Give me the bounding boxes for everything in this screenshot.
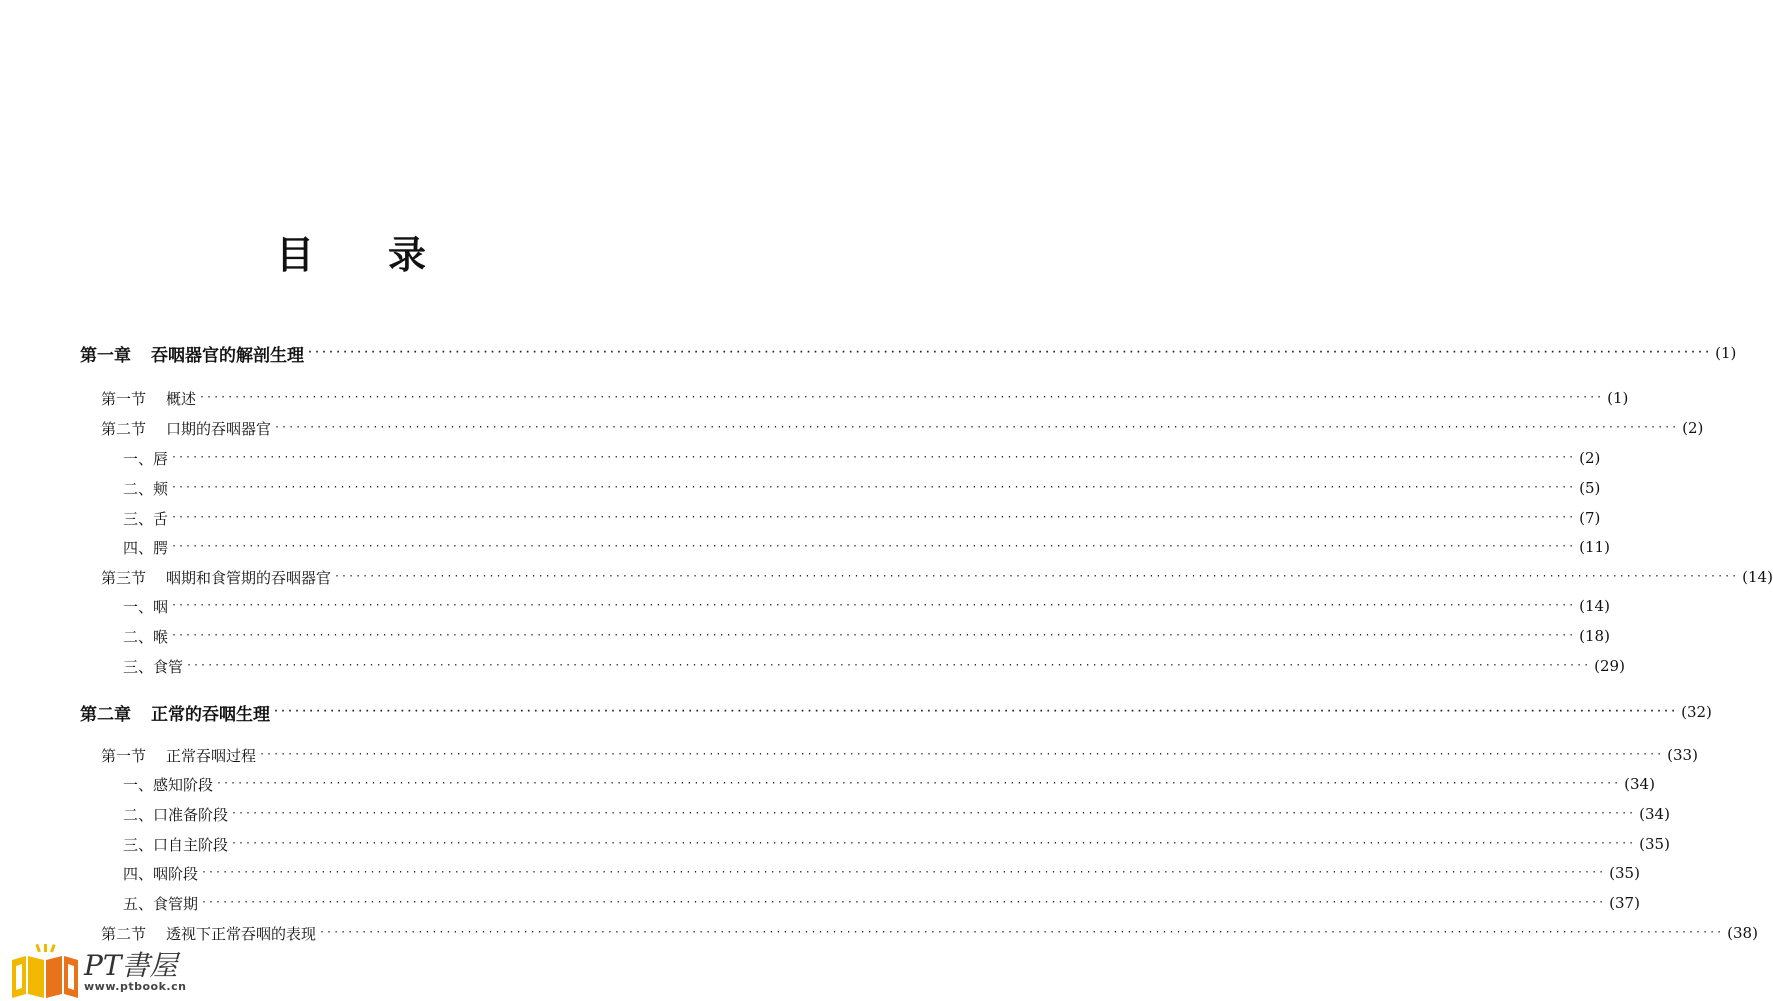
toc-leader-dots: ········································································································································································································	[231, 838, 1636, 849]
toc-section-row	[101, 416, 1704, 440]
toc-entry-title: 三、舌	[123, 509, 169, 528]
toc-leader-dots: ········································································································································································································	[171, 630, 1576, 641]
toc-leader-dots: ········································································································································································································	[171, 482, 1576, 493]
toc-entry-title: 透视下正常吞咽的表现	[166, 924, 317, 943]
toc-entry-label	[80, 341, 304, 366]
toc-chapter-row	[80, 700, 1712, 725]
toc-page-number: (38)	[1727, 924, 1758, 942]
toc-section-row	[101, 743, 1698, 767]
toc-entry-label	[101, 418, 271, 439]
toc-entry-label	[123, 774, 213, 795]
toc-page-number: (35)	[1639, 835, 1670, 853]
toc-entry-title: 吞咽器官的解剖生理	[151, 345, 304, 366]
toc-leader-dots: ········································································································································································································	[319, 927, 1724, 938]
toc-entry-title: 五、食管期	[123, 894, 199, 913]
toc-entry-label	[123, 804, 228, 825]
toc-leader-dots: ········································································································································································································	[171, 600, 1576, 611]
title-char-2: 录	[388, 232, 427, 277]
toc-entry-label	[123, 537, 168, 558]
toc-entry-number: 第二节	[101, 924, 147, 943]
toc-entry-number: 第一节	[101, 746, 147, 765]
toc-entry-title: 口期的吞咽器官	[166, 419, 272, 438]
toc-entry-title: 三、口自主阶段	[123, 835, 229, 854]
toc-entry-title: 四、咽阶段	[123, 864, 199, 883]
toc-entry-label	[80, 700, 270, 725]
toc-entry-label	[123, 508, 168, 529]
toc-entry-title: 正常吞咽过程	[166, 746, 257, 765]
toc-entry-label	[101, 745, 256, 766]
toc-leader-dots: ········································································································································································································	[274, 422, 1679, 433]
toc-page-number: (34)	[1624, 775, 1655, 793]
toc-entry-label	[101, 388, 196, 409]
toc-page-number: (33)	[1667, 746, 1698, 764]
toc-leader-dots: ········································································································································································································	[273, 706, 1678, 717]
toc-page-number: (1)	[1607, 389, 1629, 407]
toc-page-number: (32)	[1681, 703, 1712, 721]
toc-section-row	[101, 386, 1629, 410]
watermark-url: www.ptbook.cn	[84, 980, 187, 993]
toc-page-number: (37)	[1609, 894, 1640, 912]
toc-item-row	[123, 861, 1640, 885]
toc-leader-dots: ········································································································································································································	[199, 392, 1604, 403]
toc-entry-label	[123, 448, 168, 469]
toc-page-number: (2)	[1682, 419, 1704, 437]
toc-entry-title: 咽期和食管期的吞咽器官	[166, 568, 332, 587]
watermark-logo	[8, 940, 187, 998]
toc-entry-label	[123, 478, 168, 499]
toc-entry-title: 四、腭	[123, 538, 169, 557]
toc-item-row	[123, 594, 1610, 618]
toc-entry-number: 第二章	[80, 704, 131, 725]
toc-entry-title: 一、咽	[123, 597, 169, 616]
toc-item-row	[123, 772, 1655, 796]
toc-item-row	[123, 476, 1601, 500]
toc-page-number: (34)	[1639, 805, 1670, 823]
book-icon	[8, 944, 80, 998]
toc-leader-dots: ········································································································································································································	[171, 452, 1576, 463]
toc-entry-number: 第三节	[101, 568, 147, 587]
toc-entry-title: 二、口准备阶段	[123, 805, 229, 824]
toc-section-row	[101, 565, 1773, 589]
toc-leader-dots: ········································································································································································································	[216, 778, 1621, 789]
toc-entry-number: 第一节	[101, 389, 147, 408]
toc-entry-label	[123, 893, 198, 914]
toc-page-number: (1)	[1715, 344, 1737, 362]
title-char-1: 目	[276, 232, 315, 277]
toc-page-number: (11)	[1579, 538, 1610, 556]
toc-leader-dots: ········································································································································································································	[201, 867, 1606, 878]
toc-page-number: (35)	[1609, 864, 1640, 882]
toc-entry-label	[123, 596, 168, 617]
toc-entry-title: 正常的吞咽生理	[151, 704, 270, 725]
toc-entry-title: 二、颊	[123, 479, 169, 498]
toc-page-number: (29)	[1594, 657, 1625, 675]
toc-item-row	[123, 446, 1601, 470]
toc-chapter-row	[80, 341, 1737, 366]
toc-page-number: (2)	[1579, 449, 1601, 467]
toc-entry-title: 三、食管	[123, 657, 184, 676]
toc-page-number: (14)	[1742, 568, 1773, 586]
toc-item-row	[123, 624, 1610, 648]
toc-leader-dots: ········································································································································································································	[171, 512, 1576, 523]
toc-item-row	[123, 535, 1610, 559]
toc-page-number: (18)	[1579, 627, 1610, 645]
toc-leader-dots: ········································································································································································································	[259, 749, 1664, 760]
toc-item-row	[123, 654, 1625, 678]
watermark-brand: PT書屋	[84, 949, 178, 982]
toc-entry-title: 二、喉	[123, 627, 169, 646]
toc-leader-dots: ········································································································································································································	[334, 571, 1739, 582]
toc-item-row	[123, 891, 1640, 915]
toc-leader-dots: ········································································································································································································	[186, 660, 1591, 671]
toc-page-number: (14)	[1579, 597, 1610, 615]
toc-leader-dots: ········································································································································································································	[171, 541, 1576, 552]
toc-page-number: (5)	[1579, 479, 1601, 497]
toc-section-row	[101, 921, 1758, 945]
toc-page-number: (7)	[1579, 509, 1601, 527]
toc-entry-label	[123, 656, 183, 677]
toc-item-row	[123, 832, 1670, 856]
toc-entry-label	[123, 626, 168, 647]
toc-entry-label	[123, 834, 228, 855]
toc-leader-dots: ········································································································································································································	[231, 808, 1636, 819]
toc-entry-title: 一、唇	[123, 449, 169, 468]
toc-entry-number: 第二节	[101, 419, 147, 438]
toc-entry-label	[123, 863, 198, 884]
toc-item-row	[123, 802, 1670, 826]
toc-leader-dots: ········································································································································································································	[307, 347, 1712, 358]
toc-entry-label	[101, 567, 331, 588]
toc-entry-title: 一、感知阶段	[123, 775, 214, 794]
toc-entry-number: 第一章	[80, 345, 131, 366]
toc-entry-title: 概述	[166, 389, 197, 408]
toc-item-row	[123, 506, 1601, 530]
toc-leader-dots: ········································································································································································································	[201, 897, 1606, 908]
